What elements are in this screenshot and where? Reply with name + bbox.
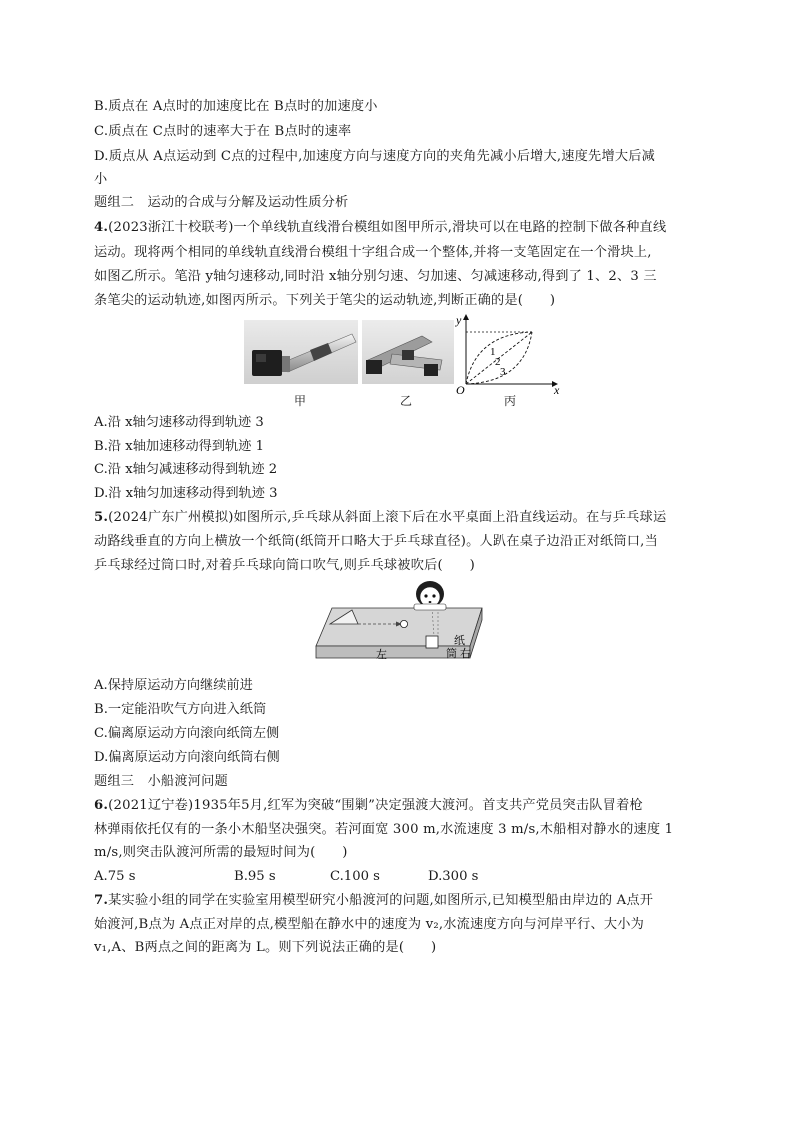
q7-line2: 始渡河,B点为 A点正对岸的点,模型船在静水中的速度为 v₂,水流速度方向与河岸平行、大小为 (94, 917, 645, 932)
label-right: 右 (460, 647, 471, 660)
q5-option-b: B.一定能沿吹气方向进入纸筒 (94, 702, 267, 717)
q5-line2: 动路线垂直的方向上横放一个纸筒(纸筒开口略大于乒乓球直径)。人趴在桌子边沿正对纸筒口,当 (94, 534, 658, 549)
q5-option-a: A.保持原运动方向继续前进 (94, 678, 253, 693)
q4-option-a: A.沿 x轴匀速移动得到轨迹 3 (94, 415, 264, 430)
curve-label-2: 2 (495, 356, 501, 368)
q5-line1 (94, 509, 714, 527)
q4-figure-bing-trajectory-graph (454, 312, 564, 396)
y-axis-label: y (456, 313, 462, 327)
q6-option-d: D.300 s (428, 869, 479, 884)
q6-option-a: A.75 s (94, 869, 136, 884)
group2-heading: 题组二 运动的合成与分解及运动性质分析 (94, 195, 349, 210)
q4-caption-jia: 甲 (293, 394, 306, 408)
q4-figure-jia-slide-rail-image (244, 320, 358, 384)
q3-option-d-line1: D.质点从 A点运动到 C点的过程中,加速度方向与速度方向的夹角先减小后增大,速度先增大后减 (94, 149, 655, 164)
paper-tube (426, 636, 438, 648)
q6-line2: 林弹雨依托仅有的一条小木船坚决强突。若河面宽 300 m,水流速度 3 m/s,木船相对静水的速度 1 (94, 822, 674, 837)
curve-label-1: 1 (490, 346, 496, 358)
label-left: 左 (376, 648, 387, 661)
q4-option-c: C.沿 x轴匀减速移动得到轨迹 2 (94, 462, 278, 477)
q5-option-d: D.偏离原运动方向滚向纸筒右侧 (94, 750, 280, 765)
q5-number: 5. (94, 510, 109, 525)
q6-number: 6. (94, 798, 109, 813)
q4-option-d: D.沿 x轴匀加速移动得到轨迹 3 (94, 486, 278, 501)
curve-label-3: 3 (500, 366, 506, 378)
q4-number: 4. (94, 220, 109, 235)
q6-line1 (94, 797, 714, 815)
person-figure (414, 581, 446, 610)
q4-line4: 条笔尖的运动轨迹,如图丙所示。下列关于笔尖的运动轨迹,判断正确的是( ) (94, 293, 556, 308)
q3-option-d-line2: 小 (94, 172, 108, 187)
q4-line1 (94, 219, 714, 237)
label-tube-1: 纸 (454, 634, 465, 647)
q7-line3: v₁,A、B两点之间的距离为 L。则下列说法正确的是( ) (94, 940, 437, 955)
q5-text1: (2024广东广州模拟)如图所示,乒乓球从斜面上滚下后在水平桌面上沿直线运动。在与乒乓球运 (108, 510, 667, 525)
label-tube-2: 筒 (446, 647, 457, 660)
origin-label: O (456, 383, 465, 396)
q6-line3: m/s,则突击队渡河所需的最短时间为( ) (94, 845, 348, 860)
x-axis-label: x (554, 383, 560, 396)
q4-option-b: B.沿 x轴加速移动得到轨迹 1 (94, 439, 264, 454)
q7-number: 7. (94, 893, 109, 908)
q4-caption-bing: 丙 (503, 394, 516, 408)
q6-text1: (2021辽宁卷)1935年5月,红军为突破“围剿”决定强渡大渡河。首支共产党员突击队冒着枪 (108, 798, 643, 813)
q7-line1 (94, 892, 714, 910)
q4-line2: 运动。现将两个相同的单线轨直线滑台模组十字组合成一个整体,并将一支笔固定在一个滑块上, (94, 245, 652, 260)
pingpong-ball (400, 620, 407, 627)
q6-option-c: C.100 s (330, 869, 380, 884)
q5-figure-table-pingpong (312, 580, 488, 670)
group3-heading: 题组三 小船渡河问题 (94, 774, 228, 789)
q4-text1: (2023浙江十校联考)一个单线轨直线滑台模组如图甲所示,滑块可以在电路的控制下做各种直线 (108, 220, 667, 235)
q4-caption-yi: 乙 (399, 394, 412, 408)
q3-option-c: C.质点在 C点时的速率大于在 B点时的速率 (94, 124, 352, 139)
q4-figure-yi-cross-module-image (362, 320, 454, 384)
q6-option-b: B.95 s (234, 869, 276, 884)
q5-option-c: C.偏离原运动方向滚向纸筒左侧 (94, 726, 280, 741)
q5-line3: 乒乓球经过筒口时,对着乒乓球向筒口吹气,则乒乓球被吹后( ) (94, 558, 475, 573)
q4-line3: 如图乙所示。笔沿 y轴匀速移动,同时沿 x轴分别匀速、匀加速、匀减速移动,得到了 1、2、3 三 (94, 269, 657, 284)
q7-text1: 某实验小组的同学在实验室用模型研究小船渡河的问题,如图所示,已知模型船由岸边的 A点开 (108, 893, 654, 908)
q3-option-b: B.质点在 A点时的加速度比在 B点时的加速度小 (94, 99, 378, 114)
